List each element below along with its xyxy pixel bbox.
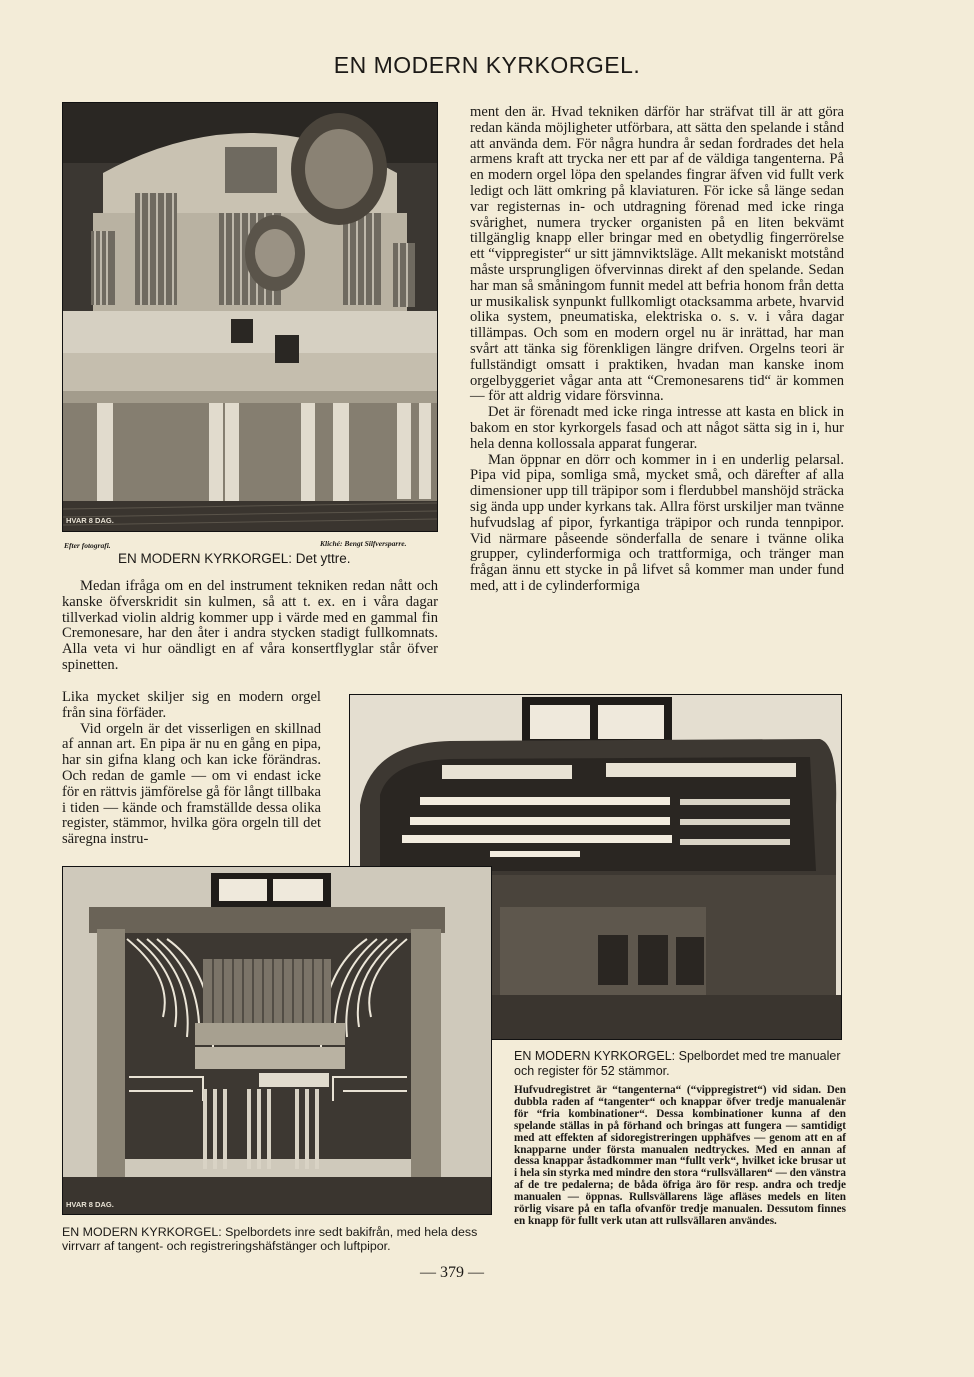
watermark: HVAR 8 DAG. (66, 516, 114, 525)
paragraph: Det är förenadt med icke ringa intresse att kasta en blick in bakom en stor kyrkorgels fasad och att något sätta sig in i, hur hela denna kollossala apparat fungerar. (470, 404, 844, 452)
interior-caption: EN MODERN KYRKORGEL: Spelbordets inre sedt bakifrån, med hela dess virrvarr af tangent- och registreringshäfstänger och luftpipor. (62, 1225, 478, 1253)
right-column (470, 105, 844, 595)
paragraph: Medan ifråga om en del instrument tekniken redan nått och kanske öfverskridit sin kulmen, så att t. ex. en i våra dagar tillverkad violin aldrig kommer upp i värde med en gammal fin Cremonesare, har den åter i andra stycken stadigt fullkomnats. Alla veta vi hur oändligt en af våra konsertflyglar står öfver spinetten. (62, 578, 438, 673)
cliche-credit: Kliché: Bengt Silfversparre. (320, 539, 407, 548)
organ-facade-photo (62, 102, 438, 532)
organ-interior-photo (62, 866, 492, 1215)
left-column-wide (62, 579, 438, 674)
page-title: EN MODERN KYRKORGEL. (333, 52, 641, 78)
left-column-narrow (62, 690, 321, 848)
paragraph: Lika mycket skiljer sig en modern orgel från sina förfäder. (62, 689, 321, 721)
paragraph: Vid orgeln är det visserligen en skillnad af annan art. En pipa är nu en gång en pipa, har sin gifna klang och kan icke förändras. Och redan de gamle — om vi endast icke för en rättvis jämförelse gå för långt tillbaka i tiden — kände och framställde dessa olika register, stämmor, hvilka göra orgeln till det säregna instru- (62, 720, 321, 848)
console-caption: EN MODERN KYRKORGEL: Spelbordet med tre manualer och register för 52 stämmor. (514, 1049, 841, 1078)
page-number: — 379 — (420, 1264, 484, 1281)
photo-credit: Efter fotografi. (64, 541, 111, 550)
paragraph: Man öppnar en dörr och kommer in i en underlig pelarsal. Pipa vid pipa, somliga små, mycket små, och därefter af alla dimensioner upp till träpipor som i flerdubbel manshöjd sträcka sig ända upp under kyrkans tak. Allra först urskiljer man tvänne hufvudslag af pipor, fyrkantiga träpipor och runda tennpipor. Vid närmare påseende sönderfalla de senare i tvänne olika grupper, cylinderformiga och trattformiga, och tränger man frågan ännu ett stycke in på lifvet så kommer man under fund med, att i de cylinderformiga (470, 451, 844, 594)
paragraph: ment den är. Hvad tekniken därför har sträfvat till är att göra redan kända möjligheter utförbara, att sätta den spelande i stånd att använda dem. För några hundra år sedan fordrades det hela armens kraft att trycka ner ett par af de väldiga tangenterna. På en modern orgel löpa den spelandes fingrar äfven vid fullt verk ledigt och lätt omkring på klaviaturen. För icke så länge sedan var registernas in- och utdragning förenad med icke ringa svårighet, numera trycker organisten på en liten bekvämt tillgänglig knapp eller bringar med en obetydlig fingerrörelse ett “vippregister“ ur sitt jämnviktsläge. Allt mekaniskt motstånd måste ursprungligen öfvervinnas direkt af den spelande. Sedan har man så småningom funnit medel att befria honom från detta ur musikalisk synpunkt fullkomligt otacksamma arbete, hvarvid olika system, pneumatiska, elektriska o. s. v. i våra dagar tillämpas. Och som en modern orgel nu är inrättad, har man svårt att tänka sig förenkligen längre drifven. Orgelns teori är fullständigt omsatt i praktiken, hvadan man kanske inom orgelbyggeriet vågar anta att “Cremonesarens tid“ är kommen — för att aldrig vidare försvinna. (470, 104, 844, 405)
console-description: Hufvudregistret är “tangenterna“ (“vippregistret“) vid sidan. Den dubbla raden af “tangenter“ och knappar öfver tredje manualenär för “fria kombinationer“. Dessa kombinationer kunna af den spelande ställas in på förhand och bringas att fungera — samtidigt med att effekten af sidoregistreringen upphäfves — genom att en af knapparne under första manualen nedtryckes. Med en annan af dessa knappar åstadkommer man “fullt verk“, hvilket icke brusar ut i hela sin styrka med mindre den stora “rullsvällaren“ — den vänstra af de tre pedalerna; de båda öfriga äro för resp. andra och tredje manualen — öppnas. Rullsvällarens läge afläses medels en liten rörlig visare på en tafla ofvanför tredje manualen. Dessutom finnes en knapp för fullt verk utan att rullsvällaren användes. (514, 1084, 846, 1227)
facade-caption: EN MODERN KYRKORGEL: Det yttre. (118, 551, 351, 566)
watermark: HVAR 8 DAG. (66, 1200, 114, 1209)
